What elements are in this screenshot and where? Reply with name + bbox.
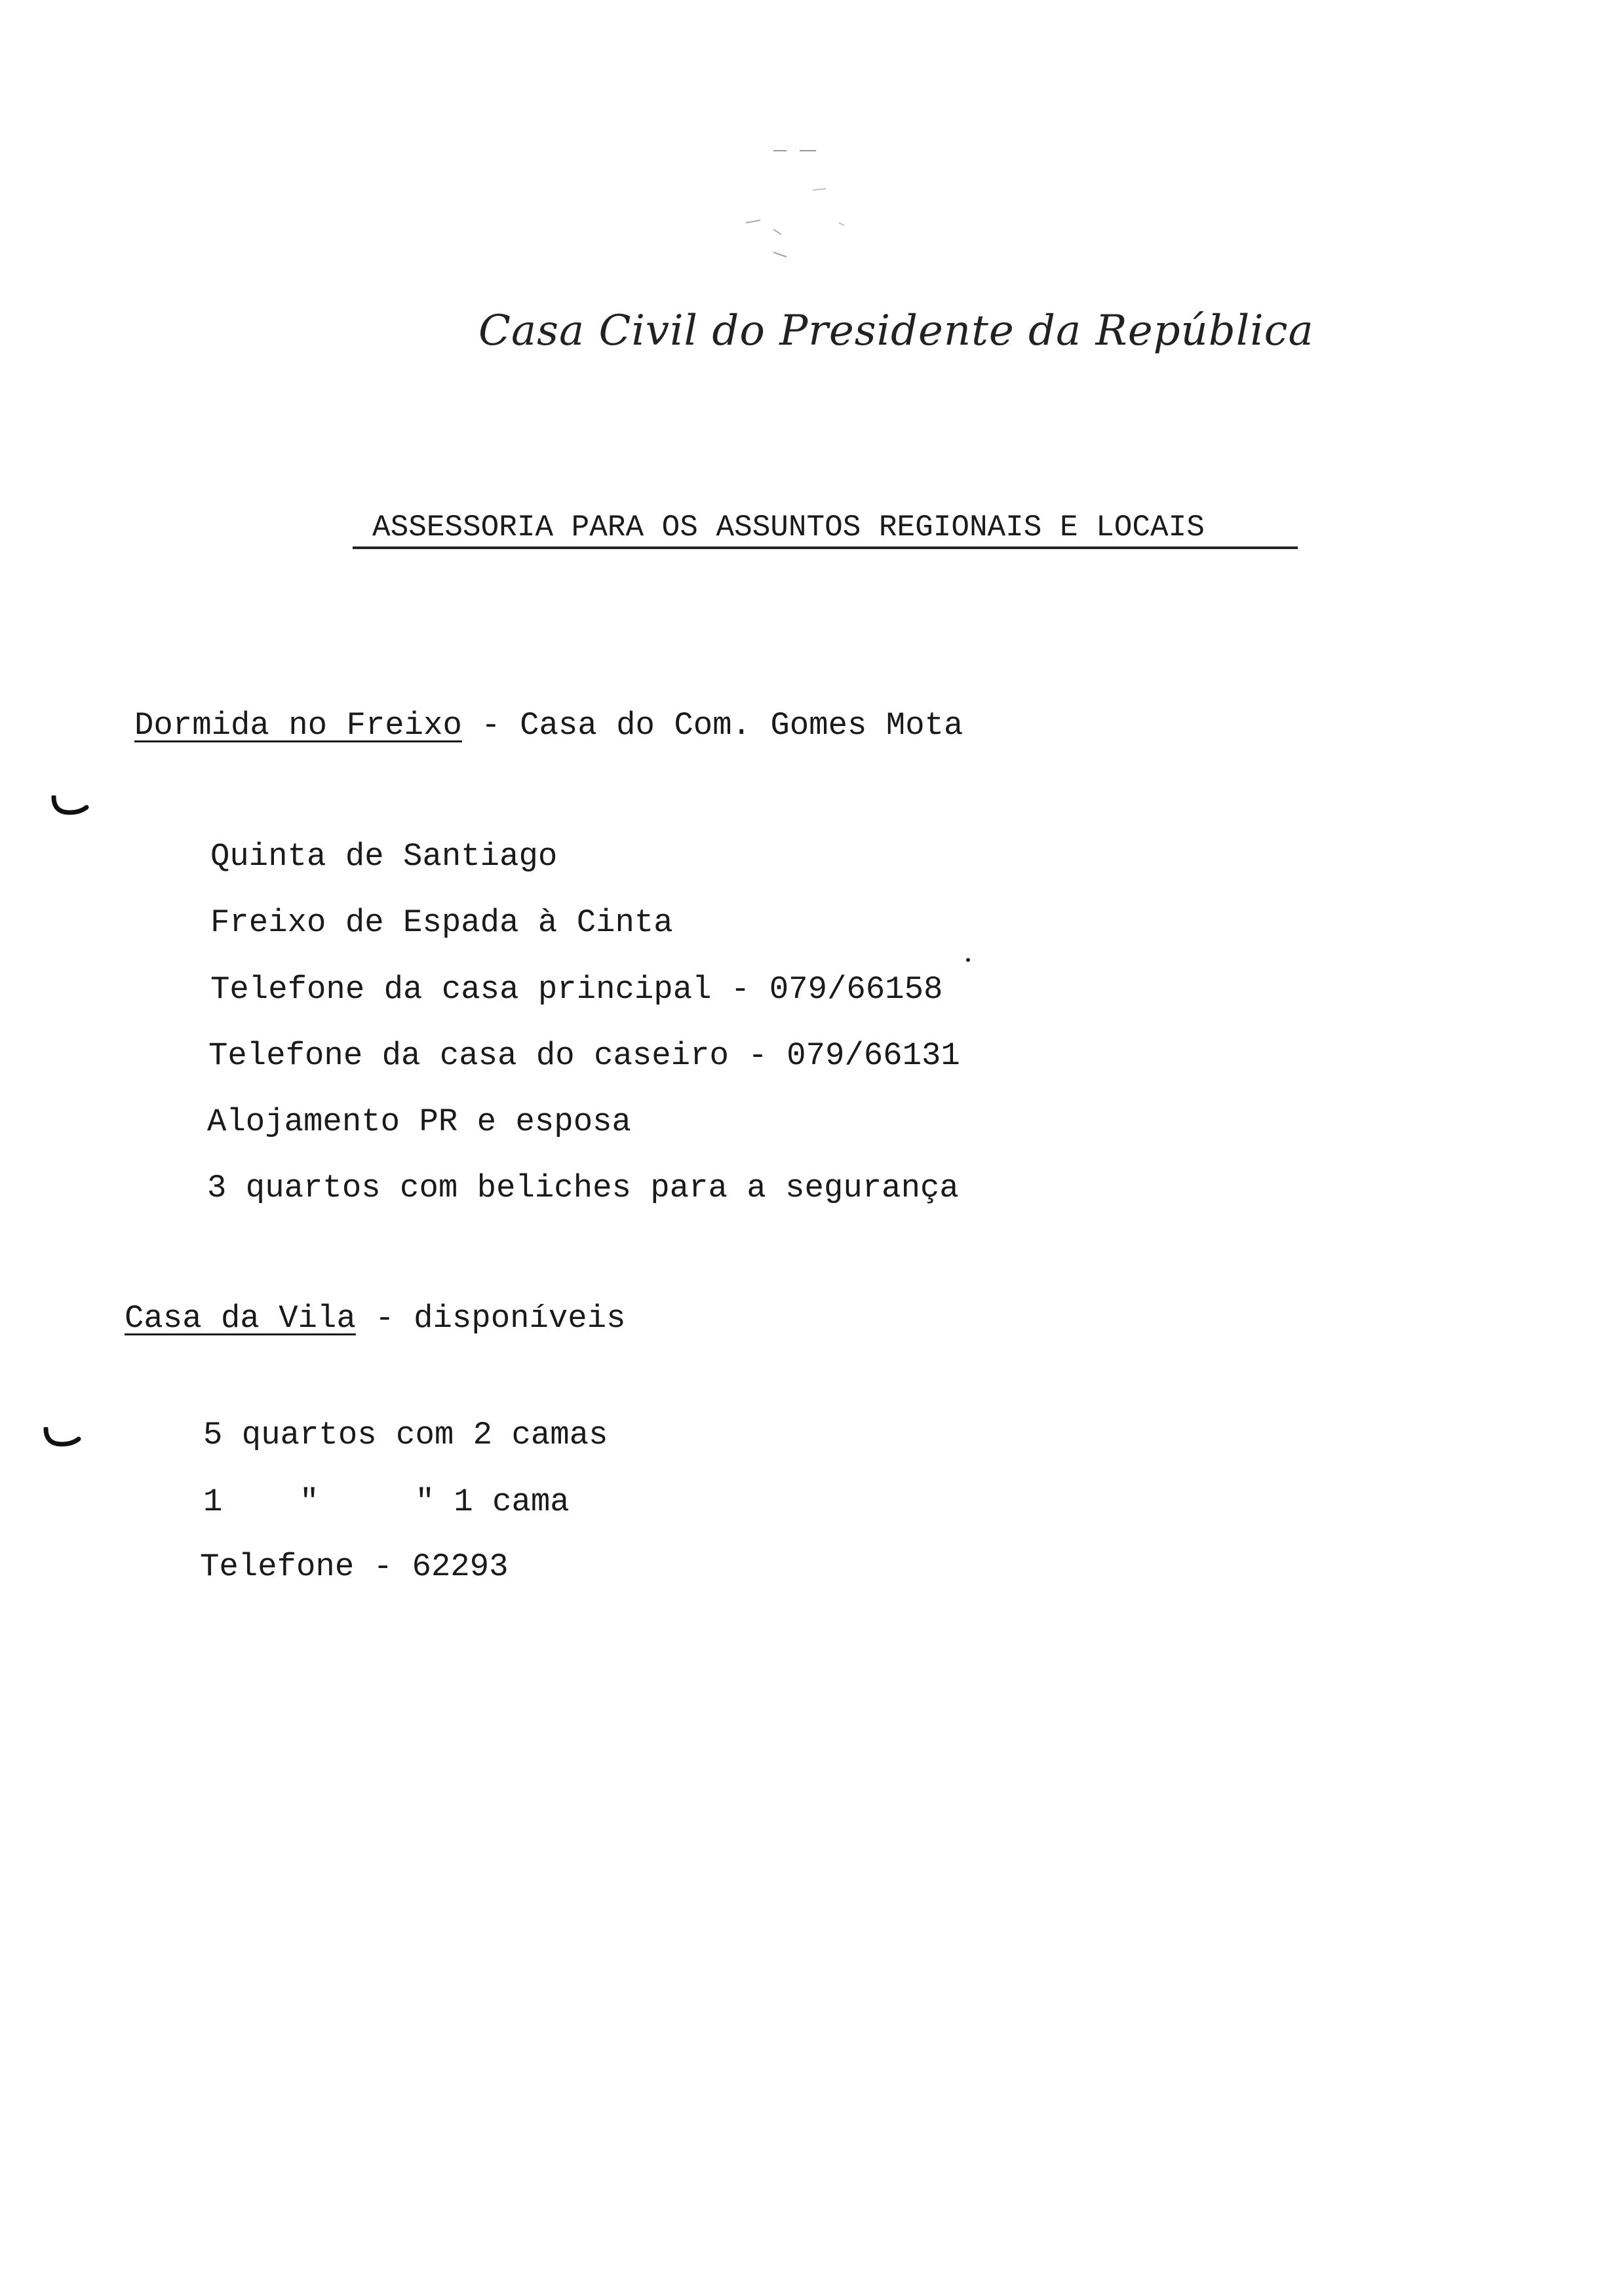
department-underline (353, 546, 1298, 549)
section1-line: Telefone da casa do caseiro - 079/66131 (208, 1037, 960, 1074)
section2-heading-underlined: Casa da Vila (125, 1300, 356, 1337)
department-heading: ASSESSORIA PARA OS ASSUNTOS REGIONAIS E LOCAIS (372, 510, 1205, 545)
section1-line: Freixo de Espada à Cinta (210, 904, 673, 941)
faint-stamp-marks (734, 138, 865, 269)
stray-dot (966, 958, 970, 962)
section1-heading-rest: - Casa do Com. Gomes Mota (461, 707, 963, 744)
section2-heading (125, 1300, 626, 1337)
check-mark-handwritten (42, 1427, 81, 1447)
section2-line: Telefone - 62293 (200, 1548, 509, 1585)
section1-line: Telefone da casa principal - 079/66158 (210, 971, 943, 1008)
letterhead-title: Casa Civil do Presidente da República (478, 307, 1314, 355)
section2-heading-rest: - disponíveis (355, 1300, 626, 1337)
section1-line: Quinta de Santiago (210, 838, 558, 875)
section1-heading-underlined: Dormida no Freixo (134, 707, 462, 744)
section2-line: 5 quartos com 2 camas (203, 1417, 608, 1453)
check-mark-handwritten (50, 795, 89, 815)
section1-line: Alojamento PR e esposa (207, 1103, 631, 1140)
section1-heading (134, 707, 963, 744)
section1-line: 3 quartos com beliches para a segurança (207, 1170, 959, 1206)
section2-line: 1 " " 1 cama (203, 1483, 570, 1520)
